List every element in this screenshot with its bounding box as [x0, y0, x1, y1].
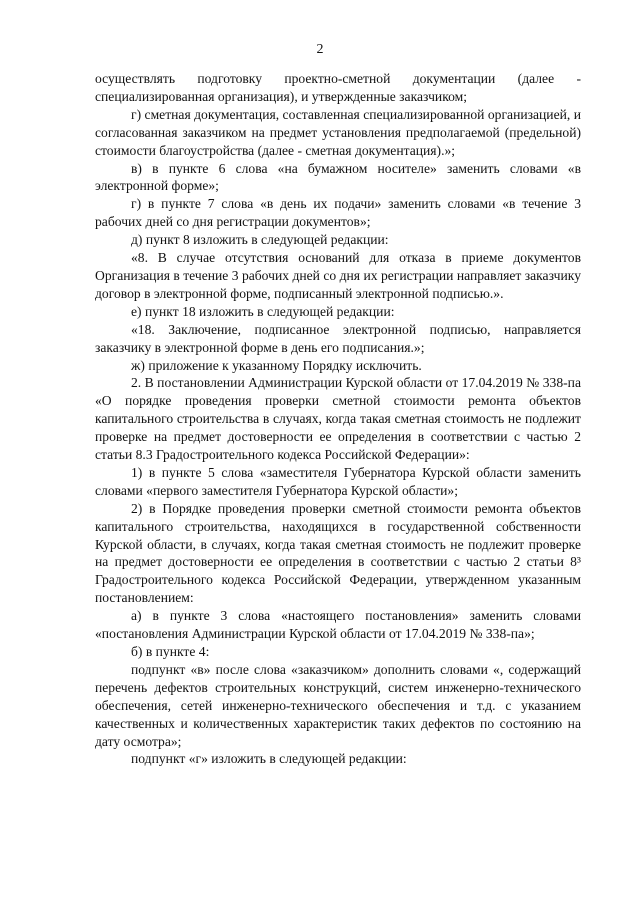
document-body — [95, 70, 581, 768]
paragraph-14: б) в пункте 4: — [131, 644, 210, 659]
paragraph-10: 2. В постановлении Администрации Курской области от 17.04.2019 № 338-па «О порядке проведения проверки сметной стоимости ремонта объектов капитального строительства в случаях, когда такая сметная стоимость не подлежит проверке на предмет достоверности ее определения в соответствии с частью 2 статьи 8.3 Градостроительного кодекса Российской Федерации»: — [95, 375, 581, 463]
page-number: 2 — [316, 42, 324, 57]
paragraph-12: 2) в Порядке проведения проверки сметной стоимости ремонта объектов капитального строительства, находящихся в государственной собственности Курской области, в случаях, когда такая сметная стоимость не подлежит проверке на предмет достоверности ее определения в соответствии с частью 2 статьи 8³ Градостроительного кодекса Российской Федерации, утвержденном указанным постановлением: — [95, 500, 581, 606]
paragraph-9: ж) приложение к указанному Порядку исключить. — [131, 357, 422, 373]
paragraph-5: д) пункт 8 изложить в следующей редакции: — [131, 232, 389, 248]
paragraph-13: а) в пункте 3 слова «настоящего постановления» заменить словами «постановления Администрации Курской области от 17.04.2019 № 338-па»; — [95, 608, 581, 642]
paragraph-3: в) в пункте 6 слова «на бумажном носителе» заменить словами «в электронной форме»; — [95, 160, 581, 194]
paragraph-4: г) в пункте 7 слова «в день их подачи» заменить словами «в течение 3 рабочих дней со дня регистрации документов»; — [95, 196, 581, 230]
paragraph-2: г) сметная документация, составленная специализированной организацией, и согласованная заказчиком на предмет установления предполагаемой (предельной) стоимости благоустройства (далее - сметная документация).»; — [95, 106, 581, 158]
paragraph-15: подпункт «в» после слова «заказчиком» дополнить словами «, содержащий перечень дефектов строительных конструкций, систем инженерно-технического обеспечения, сетей инженерно-технического обеспечения и т.д. с указанием качественных и количественных характеристик таких дефектов по состоянию на дату осмотра»; — [95, 661, 581, 749]
paragraph-1: осуществлять подготовку проектно-сметной документации (далее - специализированная организация), и утвержденные заказчиком; — [95, 71, 581, 104]
paragraph-11: 1) в пункте 5 слова «заместителя Губернатора Курской области заменить словами «первого заместителя Губернатора Курской области»; — [95, 464, 581, 498]
paragraph-7: е) пункт 18 изложить в следующей редакции: — [131, 303, 395, 319]
paragraph-8: «18. Заключение, подписанное электронной подписью, направляется заказчику в электронной форме в день его подписания.»; — [95, 321, 581, 355]
paragraph-16: подпункт «г» изложить в следующей редакции: — [131, 751, 407, 767]
paragraph-6: «8. В случае отсутствия оснований для отказа в приеме документов Организация в течение 3 рабочих дней со дня их регистрации направляет заказчику договор в электронной форме, подписанный электронной подписью.». — [95, 250, 581, 301]
